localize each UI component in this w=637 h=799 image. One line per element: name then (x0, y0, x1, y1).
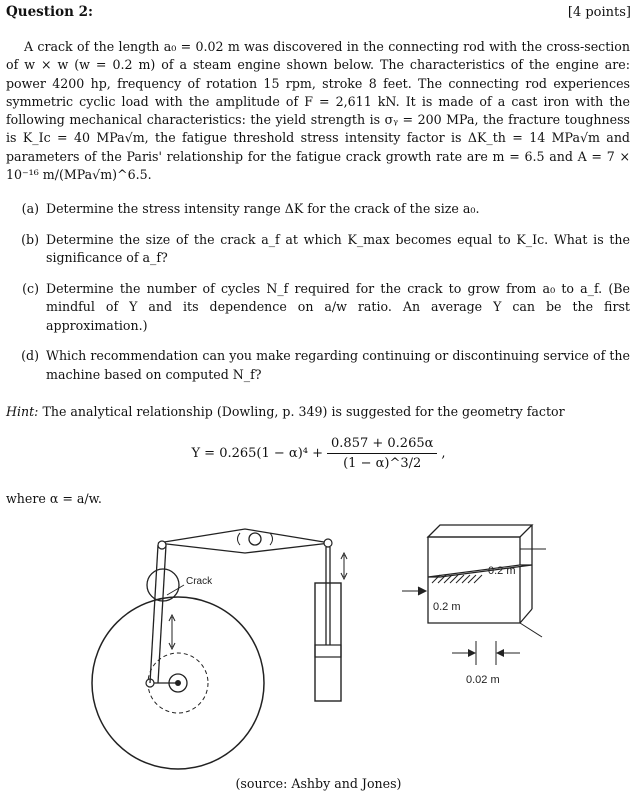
dim-side-label: 0.2 m (433, 601, 461, 613)
question-points: [4 points] (567, 5, 631, 20)
question-title: Question 2: (6, 4, 94, 20)
rod-cross-section (402, 525, 546, 637)
crack-label: Crack (186, 576, 213, 587)
problem-statement: A crack of the length a₀ = 0.02 m was discovered in the connecting rod with the cross-section of w × w (w = 0.2 m) of a steam engine shown below. The characteristics of the engine are: power 4200 hp, frequency of rotation 15 rpm, stroke 8 feet. The connecting rod experiences symmetric cyclic load with the amplitude of F = 2,611 kN. It is made of a cast iron with the following mechanical characteristics: the yield strength is σᵧ = 200 MPa, the fracture toughness is K_Ic = 40 MPa√m, the fatigue threshold stress intensity factor is ΔK_th = 14 MPa√m and parameters of the Paris' relationship for the fatigue crack growth rate are m = 6.5 and A = 7 × 10⁻¹⁶ m/(MPa√m)^6.5. (6, 39, 630, 183)
steam-engine-figure (0, 505, 637, 775)
part-text: Determine the stress intensity range ΔK for the crack of the size a₀. (46, 201, 480, 216)
beam-pivot (249, 533, 261, 545)
connecting-rod (150, 545, 158, 683)
formula-trail: , (441, 446, 446, 461)
part-text: Which recommendation can you make regarding continuing or discontinuing service of the machine based on computed N_f? (46, 348, 630, 382)
part-a (6, 200, 630, 219)
rocking-beam (158, 529, 330, 553)
part-label: (b) (21, 231, 39, 247)
hint-text: The analytical relationship (Dowling, p. 349) is suggested for the geometry factor (42, 404, 565, 419)
hint-label: Hint: (6, 404, 39, 419)
part-b (6, 231, 630, 268)
part-text: Determine the number of cycles N_f required for the crack to grow from a₀ to a_f. (Be mindful of Y and its dependence on a/w ratio. An average Y can be the first approximation.) (46, 280, 630, 333)
part-text: Determine the size of the crack a_f at which K_max becomes equal to K_Ic. What is the significance of a_f? (46, 231, 630, 265)
alpha-definition: where α = a/w. (6, 491, 102, 506)
engine-diagram (0, 505, 637, 775)
formula-denominator: (1 − α)^3/2 (343, 456, 422, 471)
hint (6, 403, 630, 421)
part-d (6, 347, 630, 384)
crack-hatch (432, 575, 482, 583)
formula-fraction (327, 436, 437, 471)
part-label: (c) (22, 280, 39, 296)
formula-lhs: Y = 0.265(1 − α)⁴ + (191, 446, 324, 461)
figure-source: (source: Ashby and Jones) (235, 776, 402, 791)
dim-top-label: 0.2 m (488, 565, 516, 577)
dim-crack-label: 0.02 m (466, 674, 500, 686)
cylinder (315, 583, 341, 701)
geometry-factor-formula (0, 436, 637, 471)
piston (315, 645, 341, 657)
question-parts (6, 200, 630, 396)
question-header (6, 4, 631, 24)
part-label: (a) (21, 201, 39, 216)
part-c (6, 280, 630, 336)
formula-numerator: 0.857 + 0.265α (327, 436, 437, 454)
part-label: (d) (21, 348, 39, 363)
